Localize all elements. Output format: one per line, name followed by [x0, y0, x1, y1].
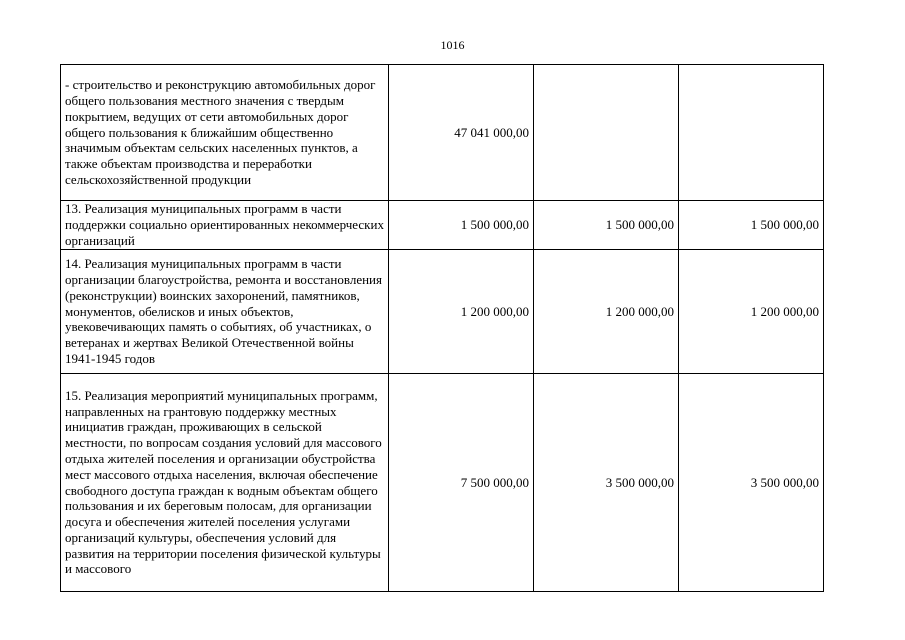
amount-cell: 3 500 000,00 [679, 374, 824, 592]
row-description: 15. Реализация мероприятий муниципальных программ, направленных на грантовую поддержку местных инициатив граждан, проживающих в сельской местности, по вопросам создания условий для массового отдыха жителей поселения и организации обустройства мест массового отдыха населения, включая обеспечение свободного доступа граждан к водным объектам общего пользования и их береговым полосам, для организации досуга и обеспечения жителей поселения услугами организаций культуры, обеспечения условий для развития на территории поселения физической культуры и массового [61, 374, 389, 592]
table-row [61, 250, 824, 374]
table-row [61, 374, 824, 592]
table-row [61, 65, 824, 201]
row-description: - строительство и реконструкцию автомобильных дорог общего пользования местного значения с твердым покрытием, ведущих от сети автомобильных дорог общего пользования к ближайшим общественно значимым объектам сельских населенных пунктов, а также объектам производства и переработки сельскохозяйственной продукции [61, 65, 389, 201]
amount-cell: 1 200 000,00 [534, 250, 679, 374]
amount-cell: 3 500 000,00 [534, 374, 679, 592]
amount-cell: 1 500 000,00 [679, 201, 824, 250]
row-description: 13. Реализация муниципальных программ в части поддержки социально ориентированных некоммерческих организаций [61, 201, 389, 250]
amount-cell: 1 500 000,00 [389, 201, 534, 250]
page-number: 1016 [440, 38, 465, 52]
amount-cell: 1 500 000,00 [534, 201, 679, 250]
amount-cell: 1 200 000,00 [679, 250, 824, 374]
amount-cell: 47 041 000,00 [389, 65, 534, 201]
amount-cell [679, 65, 824, 201]
amount-cell: 7 500 000,00 [389, 374, 534, 592]
amount-cell: 1 200 000,00 [389, 250, 534, 374]
row-description: 14. Реализация муниципальных программ в части организации благоустройства, ремонта и восстановления (реконструкции) воинских захоронений, памятников, монументов, обелисков и иных объектов, увековечивающих память о событиях, об участниках, о ветеранах и жертвах Великой Отечественной войны 1941-1945 годов [61, 250, 389, 374]
budget-table [60, 64, 824, 592]
table-row [61, 201, 824, 250]
amount-cell [534, 65, 679, 201]
